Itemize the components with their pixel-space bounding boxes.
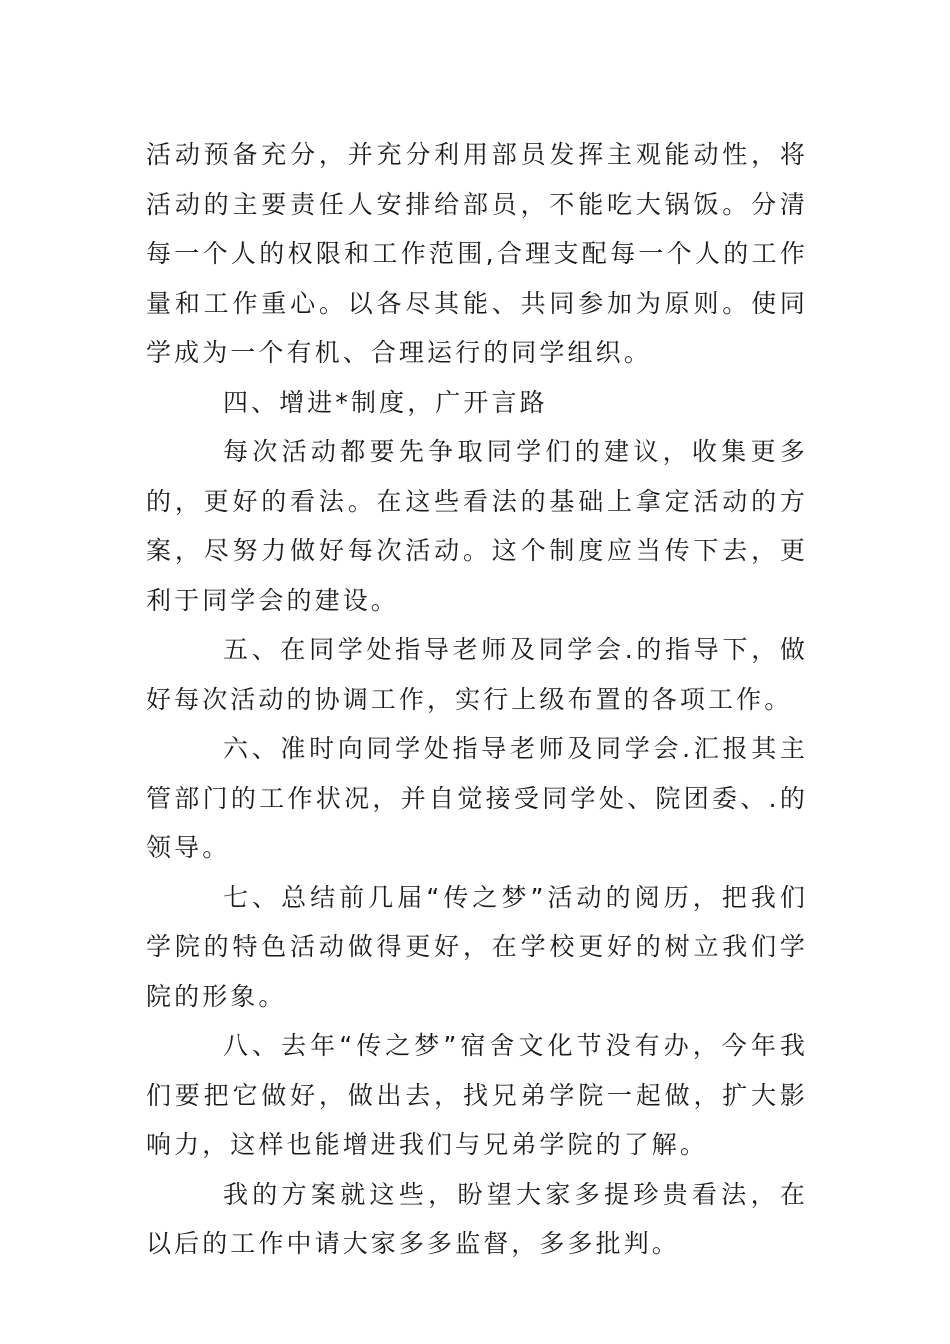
paragraph-item-five: 五、在同学处指导老师及同学会.的指导下，做好每次活动的协调工作，实行上级布置的各项工作。: [146, 635, 808, 714]
document-body: [146, 130, 808, 1269]
paragraph-closing: 我的方案就这些，盼望大家多提珍贵看法，在以后的工作中请大家多多监督，多多批判。: [146, 1179, 808, 1258]
paragraph-activity-preparation: 活动预备充分，并充分利用部员发挥主观能动性，将活动的主要责任人安排给部员，不能吃大锅饭。分清每一个人的权限和工作范围,合理支配每一个人的工作量和工作重心。以各尽其能、共同参加为原则。使同学成为一个有机、合理运行的同学组织。: [146, 140, 808, 367]
section-heading-four: 四、增进*制度，广开言路: [223, 387, 548, 417]
paragraph-item-six: 六、准时向同学处指导老师及同学会.汇报其主管部门的工作状况，并自觉接受同学处、院团委、.的领导。: [146, 734, 808, 862]
paragraph-item-seven: 七、总结前几届“传之梦”活动的阅历，把我们学院的特色活动做得更好，在学校更好的树立我们学院的形象。: [146, 882, 808, 1011]
paragraph-item-eight: 八、去年“传之梦”宿舍文化节没有办，今年我们要把它做好，做出去，找兄弟学院一起做，扩大影响力，这样也能增进我们与兄弟学院的了解。: [146, 1031, 808, 1159]
paragraph-suggestions: 每次活动都要先争取同学们的建议，收集更多的，更好的看法。在这些看法的基础上拿定活动的方案，尽努力做好每次活动。这个制度应当传下去，更利于同学会的建设。: [146, 437, 808, 615]
